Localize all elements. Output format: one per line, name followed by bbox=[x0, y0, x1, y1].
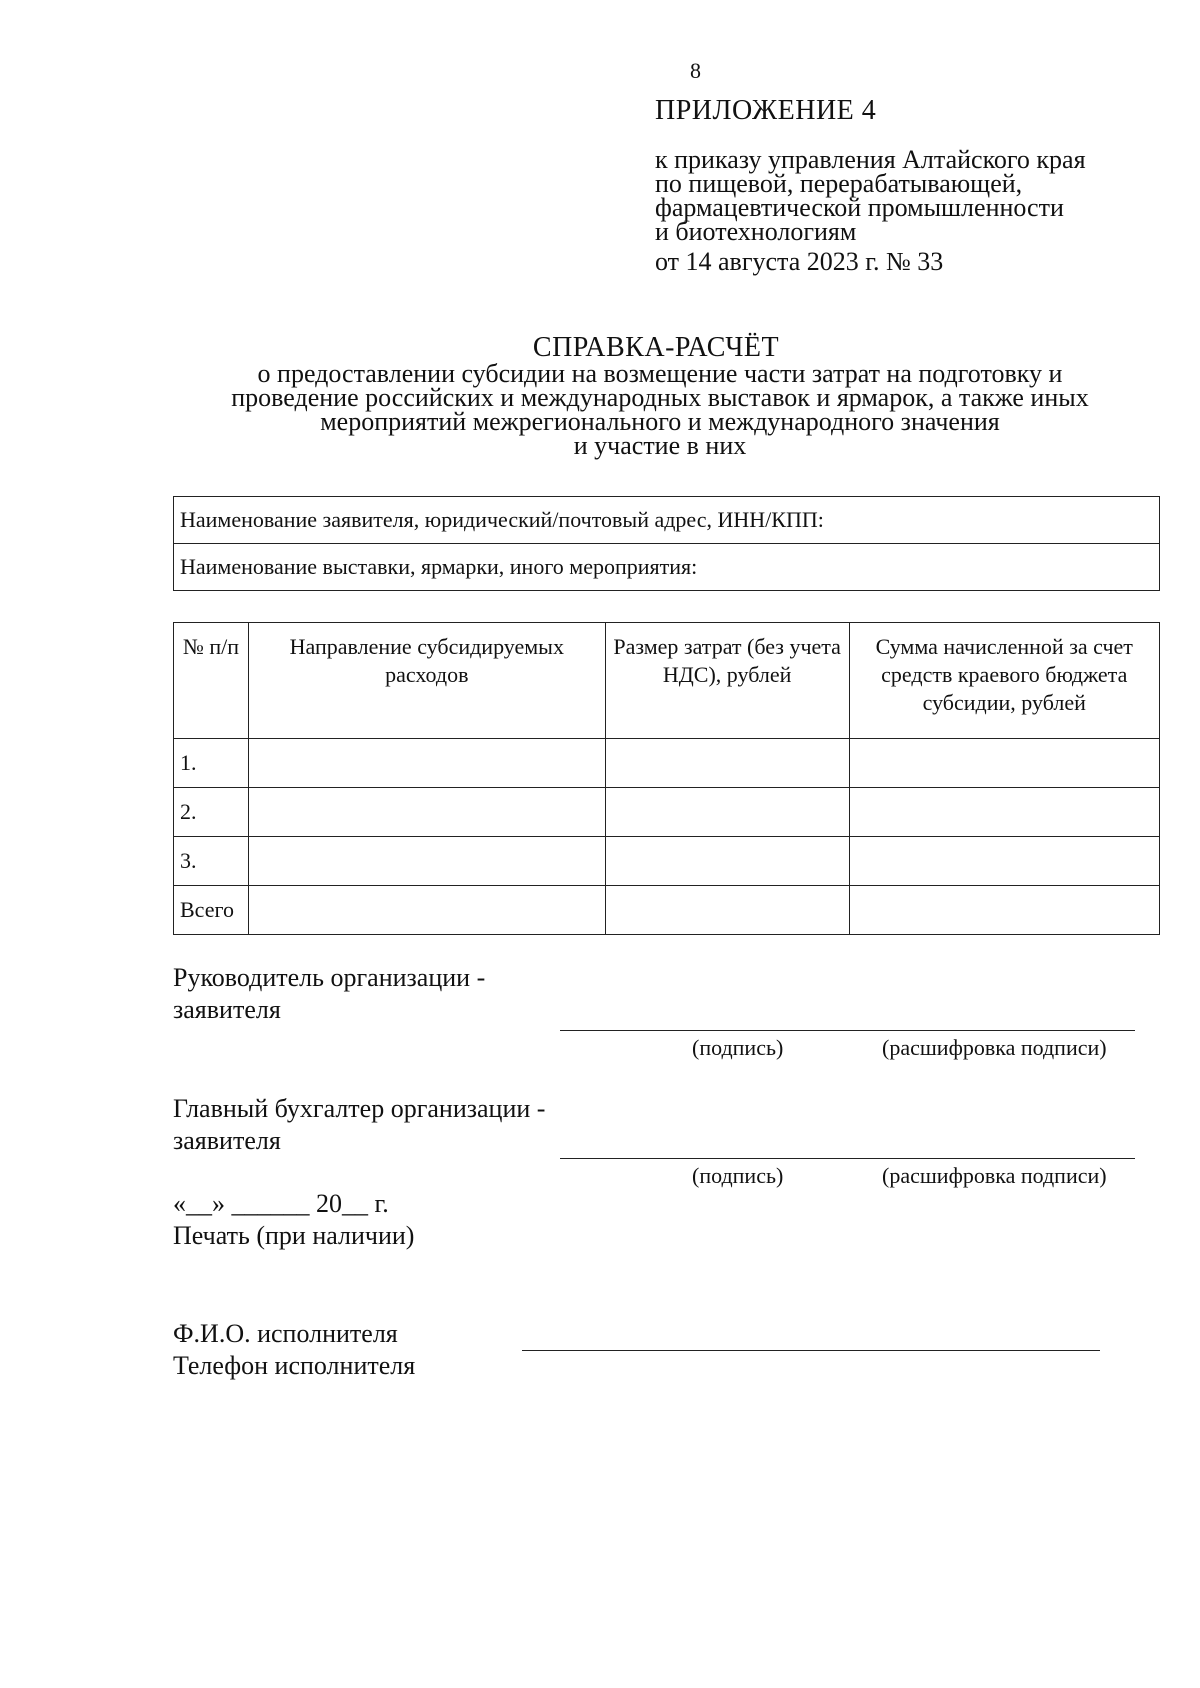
subtitle-line: о предоставлении субсидии на возмещение части затрат на подготовку и bbox=[257, 359, 1063, 388]
cost-cell[interactable] bbox=[605, 886, 849, 935]
head-signature-caption: (подпись) bbox=[692, 1035, 784, 1060]
total-row bbox=[174, 886, 1160, 935]
order-line: по пищевой, перерабатывающей, bbox=[655, 169, 1023, 198]
executor-name-label: Ф.И.О. исполнителя bbox=[173, 1319, 398, 1348]
subtitle-line: и участие в них bbox=[573, 431, 747, 460]
table-row bbox=[174, 837, 1160, 886]
subsidy-cell[interactable] bbox=[849, 886, 1159, 935]
document-title: СПРАВКА-РАСЧЁТ bbox=[532, 332, 780, 363]
table-row bbox=[174, 544, 1160, 591]
subsidy-calculation-table bbox=[173, 622, 1160, 935]
subtitle-line: проведение российских и международных выставок и ярмарок, а также иных bbox=[231, 383, 1089, 412]
accountant-signature-caption: (подпись) bbox=[692, 1163, 784, 1188]
row-number: 1. bbox=[174, 739, 249, 788]
header-subsidy-sum: Сумма начисленной за счет средств краевого бюджета субсидии, рублей bbox=[849, 623, 1159, 739]
accountant-signature-label bbox=[173, 1093, 545, 1157]
row-number: 3. bbox=[174, 837, 249, 886]
appendix-title: ПРИЛОЖЕНИЕ 4 bbox=[655, 95, 877, 126]
applicant-field[interactable]: Наименование заявителя, юридический/почтовый адрес, ИНН/КПП: bbox=[174, 497, 1160, 544]
table-row bbox=[174, 497, 1160, 544]
table-header-row bbox=[174, 623, 1160, 739]
cost-cell[interactable] bbox=[605, 788, 849, 837]
table-row bbox=[174, 788, 1160, 837]
order-line: и биотехнологиям bbox=[655, 217, 857, 246]
order-reference bbox=[655, 145, 1155, 276]
document-subtitle bbox=[160, 359, 1160, 460]
executor-phone-label: Телефон исполнителя bbox=[173, 1351, 416, 1380]
cost-cell[interactable] bbox=[605, 739, 849, 788]
header-direction: Направление субсидируемых расходов bbox=[248, 623, 605, 739]
accountant-label-line: Главный бухгалтер организации - bbox=[173, 1094, 546, 1123]
head-label-line: заявителя bbox=[173, 995, 281, 1024]
row-number: 2. bbox=[174, 788, 249, 837]
stamp-label: Печать (при наличии) bbox=[173, 1221, 415, 1250]
head-signature-line[interactable] bbox=[560, 1030, 1135, 1031]
subsidy-cell[interactable] bbox=[849, 837, 1159, 886]
accountant-label-line: заявителя bbox=[173, 1126, 281, 1155]
total-label: Всего bbox=[174, 886, 249, 935]
executor-line[interactable] bbox=[522, 1350, 1100, 1351]
applicant-info-table bbox=[173, 496, 1160, 591]
accountant-decode-caption: (расшифровка подписи) bbox=[882, 1163, 1107, 1188]
page-number: 8 bbox=[690, 58, 701, 83]
direction-cell[interactable] bbox=[248, 788, 605, 837]
direction-cell[interactable] bbox=[248, 837, 605, 886]
order-line: фармацевтической промышленности bbox=[655, 193, 1064, 222]
order-line: к приказу управления Алтайского края bbox=[655, 145, 1086, 174]
direction-cell[interactable] bbox=[248, 886, 605, 935]
header-cost: Размер затрат (без учета НДС), рублей bbox=[605, 623, 849, 739]
header-number: № п/п bbox=[174, 623, 249, 739]
event-field[interactable]: Наименование выставки, ярмарки, иного мероприятия: bbox=[174, 544, 1160, 591]
cost-cell[interactable] bbox=[605, 837, 849, 886]
head-label-line: Руководитель организации - bbox=[173, 963, 486, 992]
subsidy-cell[interactable] bbox=[849, 739, 1159, 788]
accountant-signature-line[interactable] bbox=[560, 1158, 1135, 1159]
subtitle-line: мероприятий межрегионального и международного значения bbox=[320, 407, 1000, 436]
date-line[interactable]: «__» ______ 20__ г. bbox=[173, 1189, 389, 1218]
head-decode-caption: (расшифровка подписи) bbox=[882, 1035, 1107, 1060]
order-date: от 14 августа 2023 г. № 33 bbox=[655, 247, 944, 276]
direction-cell[interactable] bbox=[248, 739, 605, 788]
head-signature-label bbox=[173, 962, 485, 1026]
subsidy-cell[interactable] bbox=[849, 788, 1159, 837]
table-row bbox=[174, 739, 1160, 788]
